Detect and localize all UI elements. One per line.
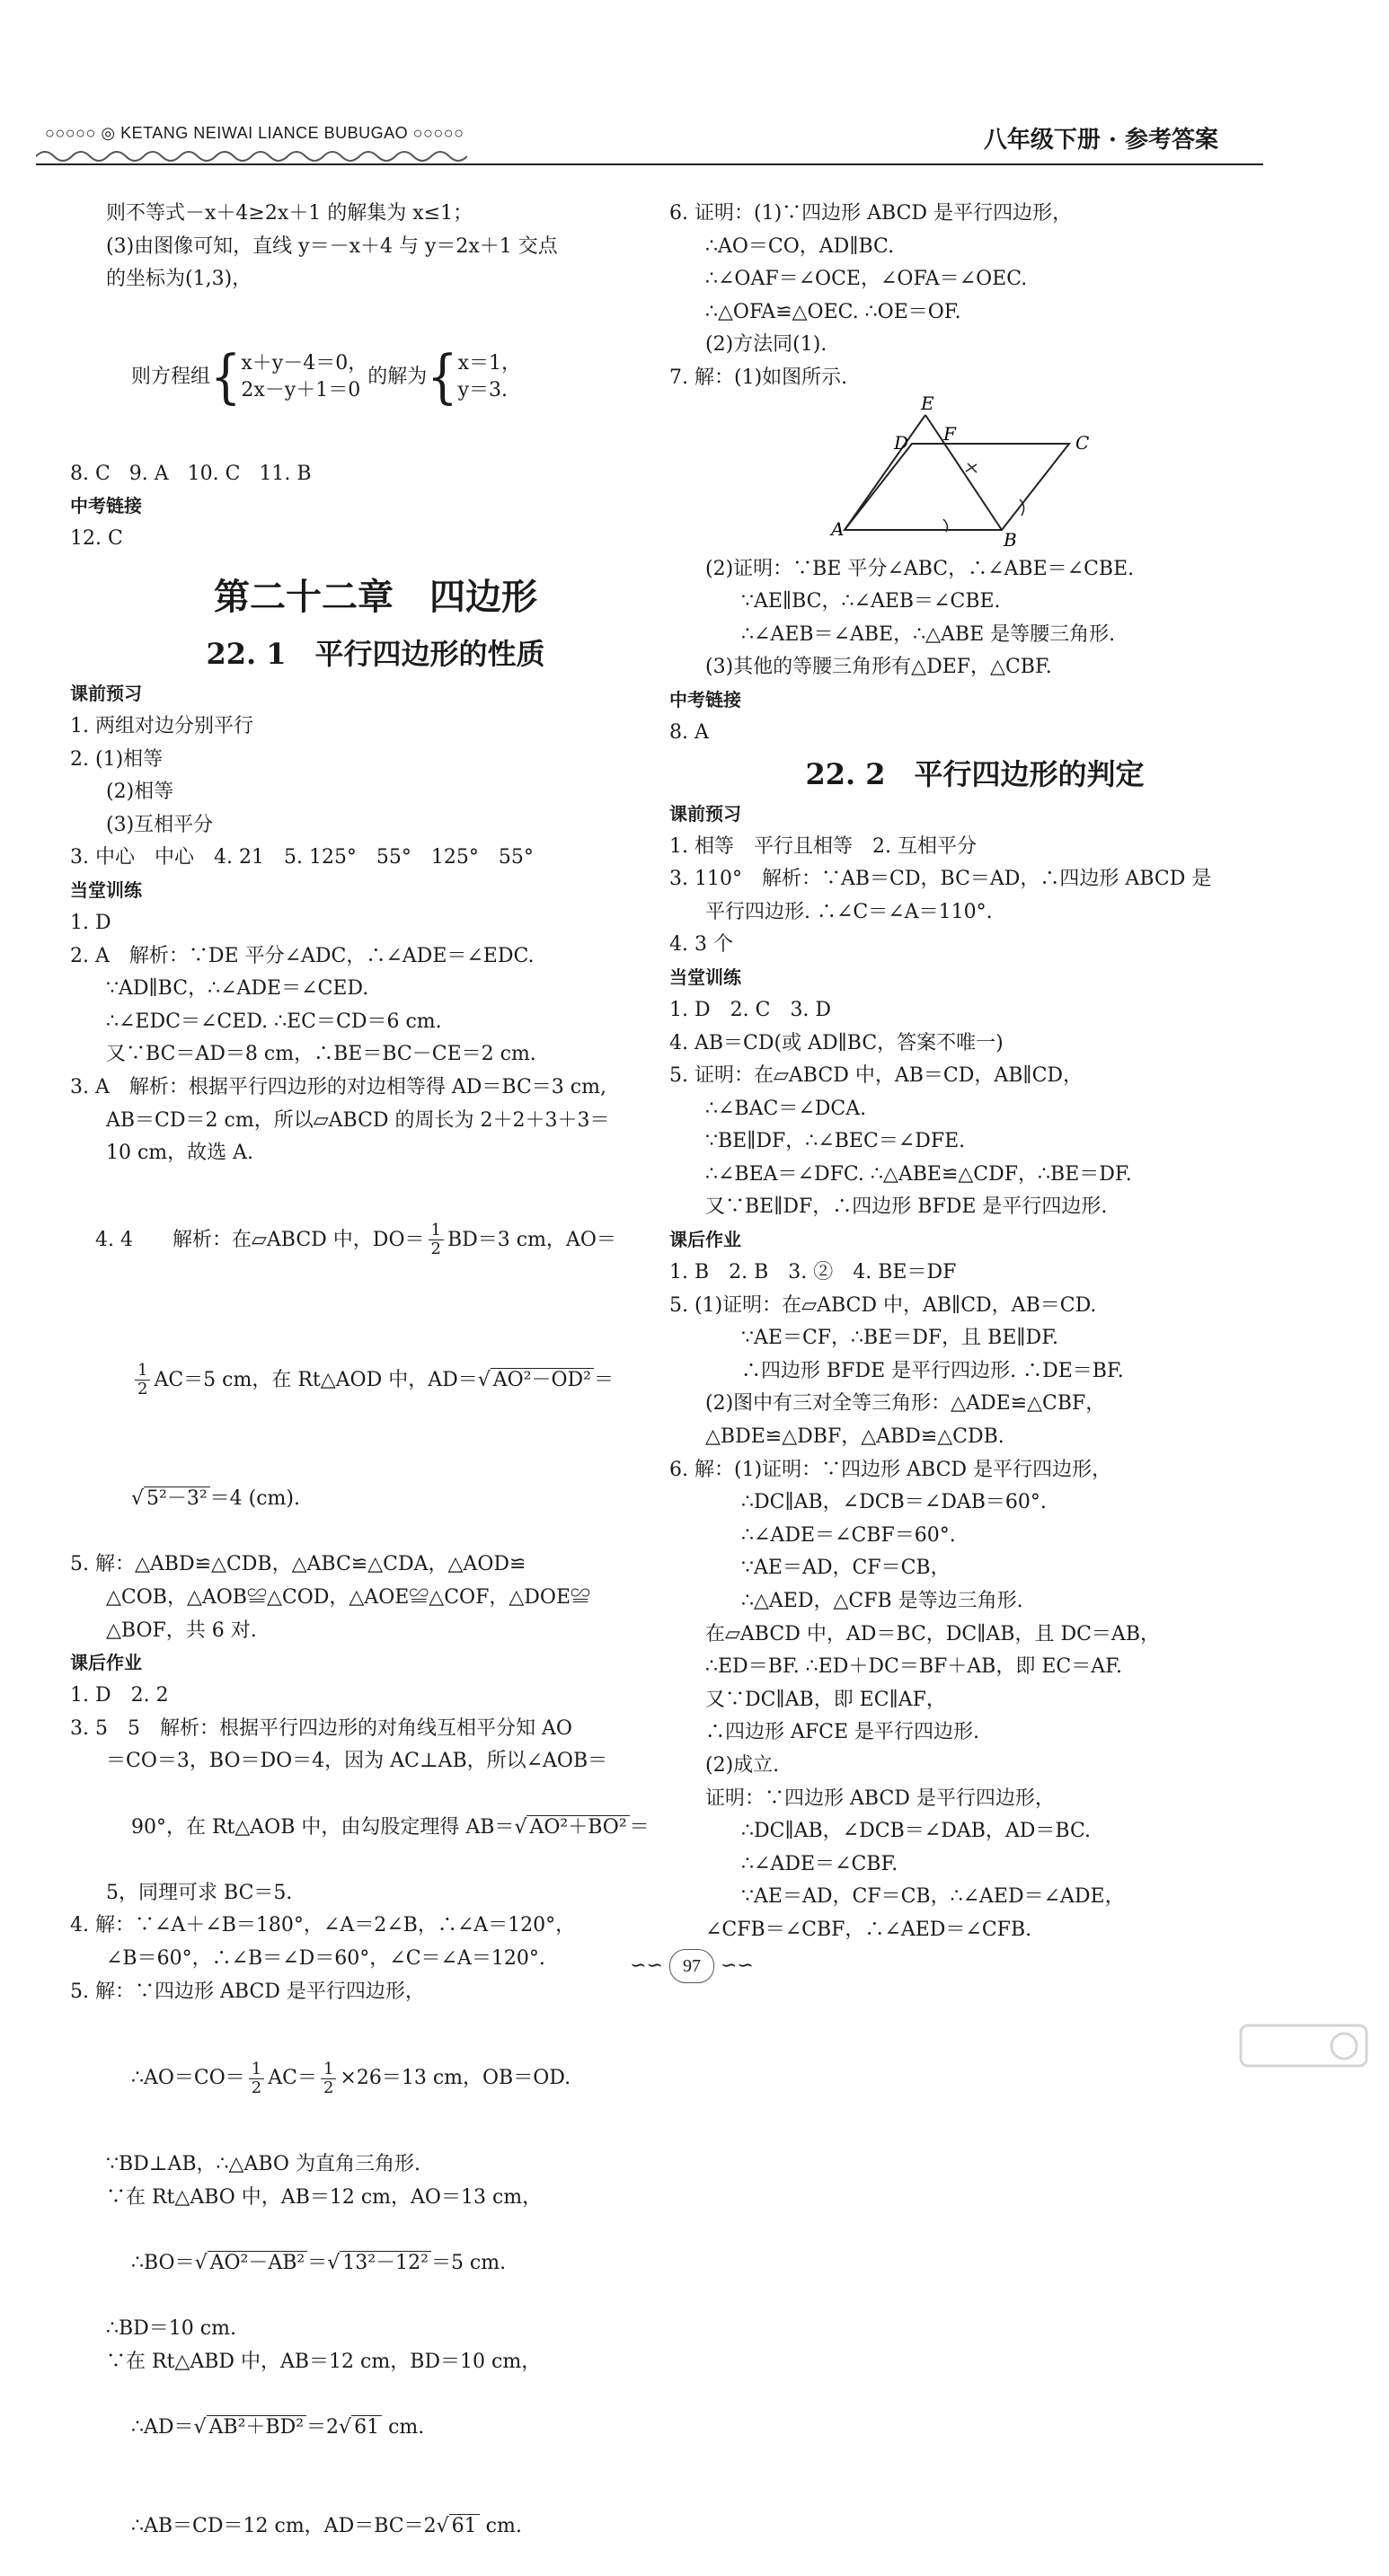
radicand: AB²＋BD²: [207, 2415, 307, 2439]
radicand: 13²－12²: [340, 2251, 431, 2274]
text-fragment: ＝4 (cm).: [209, 1487, 300, 1511]
text-line: ∴∠BEA＝∠DFC. ∴△ABE≌△CDF，∴BE＝DF.: [705, 1162, 1132, 1186]
header-dots-icon-2: ○○○○○: [408, 124, 464, 142]
text-line: ∴∠AEB＝∠ABE，∴△ABE 是等腰三角形.: [741, 622, 1116, 646]
section-heading: 当堂训练: [70, 880, 142, 901]
text-line: 2. A 解析：∵DE 平分∠ADC，∴∠ADE＝∠EDC.: [70, 944, 535, 967]
text-line: △BOF，共 6 对.: [106, 1619, 257, 1642]
sqrt-icon: √: [436, 2514, 449, 2537]
text-line: ∴∠BAC＝∠DCA.: [705, 1097, 867, 1120]
text-line: [70, 1778, 681, 1877]
fraction-numerator: 1: [429, 1222, 444, 1240]
text-fragment: ×26＝13 cm，OB＝OD.: [340, 2067, 571, 2090]
fraction-denominator: 2: [323, 2078, 334, 2097]
equation: 2x－y＋1＝0: [241, 378, 361, 401]
fraction: [249, 2060, 264, 2097]
text-line: ∴∠ADE＝∠CBF.: [741, 1852, 898, 1875]
point-label-A: A: [831, 517, 845, 540]
text-line: ∴四边形 BFDE 是平行四边形. ∴DE＝BF.: [741, 1359, 1124, 1382]
text-line: ∵BD⊥AB，∴△ABO 为直角三角形.: [106, 2153, 420, 2176]
section-heading: 课前预习: [70, 684, 142, 704]
sqrt-icon: √: [514, 1815, 527, 1839]
text-line: (2)相等: [106, 781, 174, 804]
text-line: ＝CO＝3，BO＝DO＝4，因为 AC⊥AB，所以∠AOB＝: [106, 1750, 608, 1773]
text-line: ∵BE∥DF，∴∠BEC＝∠DFE.: [705, 1130, 966, 1153]
text-line: 3. 110° 解析：∵AB＝CD，BC＝AD，∴四边形 ABCD 是: [669, 868, 1212, 891]
equation-system: [241, 350, 367, 404]
brace-icon: {: [427, 342, 458, 410]
text-line: 又∵BC＝AD＝8 cm，∴BE＝BC－CE＝2 cm.: [106, 1043, 536, 1066]
sqrt-icon: √: [194, 2251, 208, 2274]
text-line: 1. D: [70, 911, 111, 934]
text-line: ∴△AED，△CFB 是等边三角形.: [741, 1590, 1023, 1612]
text-line: (3)互相平分: [106, 813, 214, 836]
header-title: 八年级下册 · 参考答案: [983, 127, 1218, 154]
point-label-B: B: [1004, 528, 1017, 548]
text-fragment: AC＝5 cm，在 Rt△AOD 中，AD＝: [154, 1368, 478, 1391]
text-fragment: BD＝3 cm，AO＝: [447, 1228, 616, 1251]
fraction-denominator: 2: [430, 1239, 441, 1259]
section-heading: 中考链接: [70, 497, 142, 517]
brace-icon: {: [210, 342, 242, 410]
text-line: 3. 5 5 解析：根据平行四边形的对角线互相平分知 AO: [70, 1716, 572, 1740]
line-AE: [845, 415, 925, 530]
text-line: ∵AE∥BC，∴∠AEB＝∠CBE.: [741, 590, 1001, 613]
radicand: 5²－3²: [144, 1486, 210, 1510]
text-fragment: 的解为: [367, 365, 428, 388]
page-footer: [557, 1949, 827, 1994]
text-fragment: ＝: [629, 1815, 650, 1839]
text-line: [70, 2214, 681, 2313]
text-line: ∴ED＝BF. ∴ED＋DC＝BF＋AB，即 EC＝AF.: [705, 1655, 1122, 1679]
watermark-logo: [1236, 2021, 1371, 2084]
fraction: [135, 1362, 150, 1398]
header-dots-icon: ○○○○○ ◎: [45, 124, 121, 142]
radicand: 61: [351, 2415, 382, 2439]
parallelogram-figure: [669, 395, 1280, 548]
sqrt-icon: √: [477, 1368, 491, 1391]
text-line: 的坐标为(1,3)，: [106, 268, 252, 291]
text-fragment: 90°，在 Rt△AOB 中，由勾股定理得 AB＝: [130, 1815, 515, 1839]
parallelogram: [845, 444, 1069, 530]
text-line: 又∵DC∥AB，即 EC∥AF，: [705, 1688, 946, 1711]
section-heading: 课前预习: [669, 804, 741, 825]
text-line: 3. 中心 中心 4. 21 5. 125° 55° 125° 55°: [70, 846, 534, 869]
text-line: ∴∠EDC＝∠CED. ∴EC＝CD＝6 cm.: [106, 1010, 442, 1033]
text-line: (2)方法同(1).: [705, 333, 827, 357]
page-number: 97: [669, 1949, 714, 1983]
text-line: 5，同理可求 BC＝5.: [106, 1881, 293, 1904]
header-rule: [36, 163, 1263, 165]
text-line: ∠B＝60°，∴∠B＝∠D＝60°，∠C＝∠A＝120°.: [106, 1947, 545, 1970]
point-label-D: D: [894, 431, 909, 454]
header-wave-ornament: [36, 147, 467, 165]
text-line: ∵AE＝AD，CF＝CB，∴∠AED＝∠ADE，: [741, 1885, 1125, 1909]
text-line: ∴DC∥AB，∠DCB＝∠DAB＝60°.: [741, 1491, 1047, 1514]
fraction-denominator: 2: [137, 1380, 148, 1399]
text-fragment: ＝5 cm.: [430, 2251, 507, 2274]
section-title: 22. 1 平行四边形的性质: [206, 636, 545, 671]
text-line: ∴AO＝CO，AD∥BC.: [705, 234, 895, 258]
text-line: 3. A 解析：根据平行四边形的对边相等得 AD＝BC＝3 cm,: [70, 1075, 606, 1098]
section-heading: 课后作业: [70, 1654, 142, 1674]
right-column: [669, 198, 1280, 1947]
header-series-title: KETANG NEIWAI LIANCE BUBUGAO: [120, 124, 409, 142]
equation: x＝1，: [457, 351, 521, 375]
text-line: AB＝CD＝2 cm，所以▱ABCD 的周长为 2＋2＋3＋3＝: [106, 1108, 610, 1132]
text-line: ∴BD＝10 cm.: [106, 2317, 236, 2341]
text-fragment: ∴AB＝CD＝12 cm，AD＝BC＝2: [130, 2514, 437, 2537]
text-line: [70, 1170, 681, 1310]
point-label-F: F: [943, 422, 956, 445]
section-heading: 当堂训练: [669, 967, 741, 988]
chapter-title: 第二十二章 四边形: [214, 575, 537, 618]
text-line: 4. 3 个: [669, 933, 733, 957]
text-line: 又∵BE∥DF，∴四边形 BFDE 是平行四边形.: [705, 1195, 1108, 1219]
text-fragment: ∴AO＝CO＝: [130, 2067, 245, 2090]
text-line: [70, 2008, 681, 2148]
section-title: 22. 2 平行四边形的判定: [805, 756, 1145, 791]
text-line: 1. 两组对边分别平行: [70, 714, 253, 737]
text-line: 6. 证明：(1)∵四边形 ABCD 是平行四边形，: [669, 202, 1073, 225]
text-line: ∵在 Rt△ABD 中，AB＝12 cm，BD＝10 cm，: [106, 2350, 542, 2373]
text-line: 1. 相等 平行且相等 2. 互相平分: [669, 834, 977, 858]
solution-system: [458, 350, 521, 404]
fraction: [321, 2060, 336, 2097]
text-line: △COB，△AOB≌△COD，△AOE≌△COF，△DOE≌: [106, 1586, 591, 1610]
cross-mark: [966, 463, 977, 472]
equation-system-line: [70, 296, 681, 458]
text-line: [70, 1451, 681, 1549]
text-line: (3)由图像可知，直线 y＝－x＋4 与 y＝2x＋1 交点: [106, 234, 558, 258]
text-line: ∴∠ADE＝∠CBF＝60°.: [741, 1523, 956, 1547]
page-header: [36, 108, 1263, 162]
fraction: [429, 1222, 444, 1258]
text-line: △BDE≌△DBF，△ABD≌△CDB.: [705, 1425, 1004, 1449]
text-line: 则不等式－x＋4≥2x＋1 的解集为 x≤1；: [106, 202, 473, 225]
text-line: 平行四边形. ∴∠C＝∠A＝110°.: [705, 900, 993, 923]
text-line: 1. D 2. C 3. D: [669, 998, 832, 1021]
radicand: AO²－AB²: [208, 2251, 308, 2274]
text-line: 5. 解：△ABD≌△CDB，△ABC≌△CDA，△AOD≌: [70, 1553, 526, 1576]
equation: y＝3.: [457, 378, 508, 401]
text-line: (2)成立.: [705, 1753, 780, 1777]
text-line: 4. AB＝CD(或 AD∥BC，答案不唯一): [669, 1031, 1004, 1054]
text-fragment: ∴BO＝: [130, 2251, 195, 2274]
sqrt-icon: √: [327, 2251, 341, 2274]
text-line: (3)其他的等腰三角形有△DEF，△CBF.: [705, 656, 1052, 679]
text-line: 1. B 2. B 3. ② 4. BE＝DF: [669, 1261, 957, 1284]
text-line: (2)证明：∵BE 平分∠ABC，∴∠ABE＝∠CBE.: [705, 557, 1135, 580]
text-line: 1. D 2. 2: [70, 1684, 169, 1707]
sqrt-icon: √: [193, 2415, 207, 2439]
text-line: ∵AE＝AD，CF＝CB，: [741, 1557, 951, 1580]
text-fragment: cm.: [479, 2514, 522, 2537]
text-fragment: 则方程组: [130, 365, 210, 388]
line-EB: [925, 415, 1002, 530]
text-fragment: ＝: [594, 1368, 615, 1391]
header-left-text: [45, 124, 464, 143]
text-line: ∴△OFA≌△OEC. ∴OE＝OF.: [705, 300, 961, 323]
text-line: [70, 2378, 681, 2477]
sqrt-icon: √: [339, 2415, 352, 2439]
text-line: 5. (1)证明：在▱ABCD 中，AB∥CD，AB＝CD.: [669, 1293, 1097, 1317]
point-label-C: C: [1075, 431, 1090, 454]
text-line: ∴四边形 AFCE 是平行四边形.: [705, 1721, 980, 1744]
text-line: 在▱ABCD 中，AD＝BC，DC∥AB，且 DC＝AB，: [705, 1622, 1160, 1645]
text-line: 2. (1)相等: [70, 747, 164, 771]
text-fragment: ∴AD＝: [130, 2415, 194, 2439]
text-line: [70, 2477, 681, 2576]
equation: x＋y－4＝0，: [241, 351, 368, 375]
point-label-E: E: [921, 394, 934, 414]
radicand: AO²－OD²: [491, 1368, 594, 1391]
text-line: 证明：∵四边形 ABCD 是平行四边形，: [705, 1786, 1055, 1810]
text-line: 5. 解：∵四边形 ABCD 是平行四边形，: [70, 1980, 425, 2003]
text-line: ∴DC∥AB，∠DCB＝∠DAB，AD＝BC.: [741, 1820, 1092, 1843]
section-heading: 课后作业: [669, 1231, 741, 1251]
fraction-denominator: 2: [251, 2078, 262, 2097]
fraction-numerator: 1: [321, 2060, 336, 2079]
section-heading: 中考链接: [669, 690, 741, 710]
sqrt-icon: √: [130, 1487, 145, 1511]
text-line: 8. C 9. A 10. C 11. B: [70, 462, 312, 485]
text-fragment: ＝: [307, 2251, 328, 2274]
radicand: AO²＋BO²: [526, 1815, 629, 1839]
text-line: (2)图中有三对全等三角形：△ADE≌△CBF，: [705, 1392, 1106, 1416]
text-fragment: ＝2: [306, 2415, 340, 2439]
text-fragment: cm.: [382, 2415, 425, 2439]
text-line: 10 cm，故选 A.: [106, 1142, 254, 1165]
text-line: 12. C: [70, 527, 123, 551]
text-line: ∵AD∥BC，∴∠ADE＝∠CED.: [106, 977, 369, 1001]
footer-ornament-icon: ∽∽: [721, 1954, 754, 1977]
left-column: [70, 198, 681, 2576]
text-line: 4. 解：∵∠A＋∠B＝180°，∠A＝2∠B，∴∠A＝120°，: [70, 1914, 576, 1937]
text-fragment: AC＝: [268, 2067, 317, 2090]
text-line: 6. 解：(1)证明：∵四边形 ABCD 是平行四边形，: [669, 1458, 1112, 1481]
fraction-numerator: 1: [135, 1362, 150, 1381]
text-line: ∵AE＝CF，∴BE＝DF，且 BE∥DF.: [741, 1327, 1059, 1350]
text-fragment: 4. 4 解析：在▱ABCD 中，DO＝: [94, 1228, 425, 1251]
text-line: ∴∠OAF＝∠OCE，∠OFA＝∠OEC.: [705, 268, 1028, 291]
text-line: ∠CFB＝∠CBF，∴∠AED＝∠CFB.: [705, 1918, 1032, 1941]
text-line: ∵在 Rt△ABO 中，AB＝12 cm，AO＝13 cm，: [106, 2185, 543, 2209]
text-line: 8. A: [669, 720, 709, 744]
radicand: 61: [449, 2514, 480, 2537]
footer-ornament-icon: ∽∽: [630, 1954, 663, 1977]
fraction-numerator: 1: [249, 2060, 264, 2079]
text-line: [70, 1310, 681, 1451]
text-line: 7. 解：(1)如图所示.: [669, 366, 848, 389]
text-line: 5. 证明：在▱ABCD 中，AB＝CD，AB∥CD，: [669, 1064, 1084, 1088]
